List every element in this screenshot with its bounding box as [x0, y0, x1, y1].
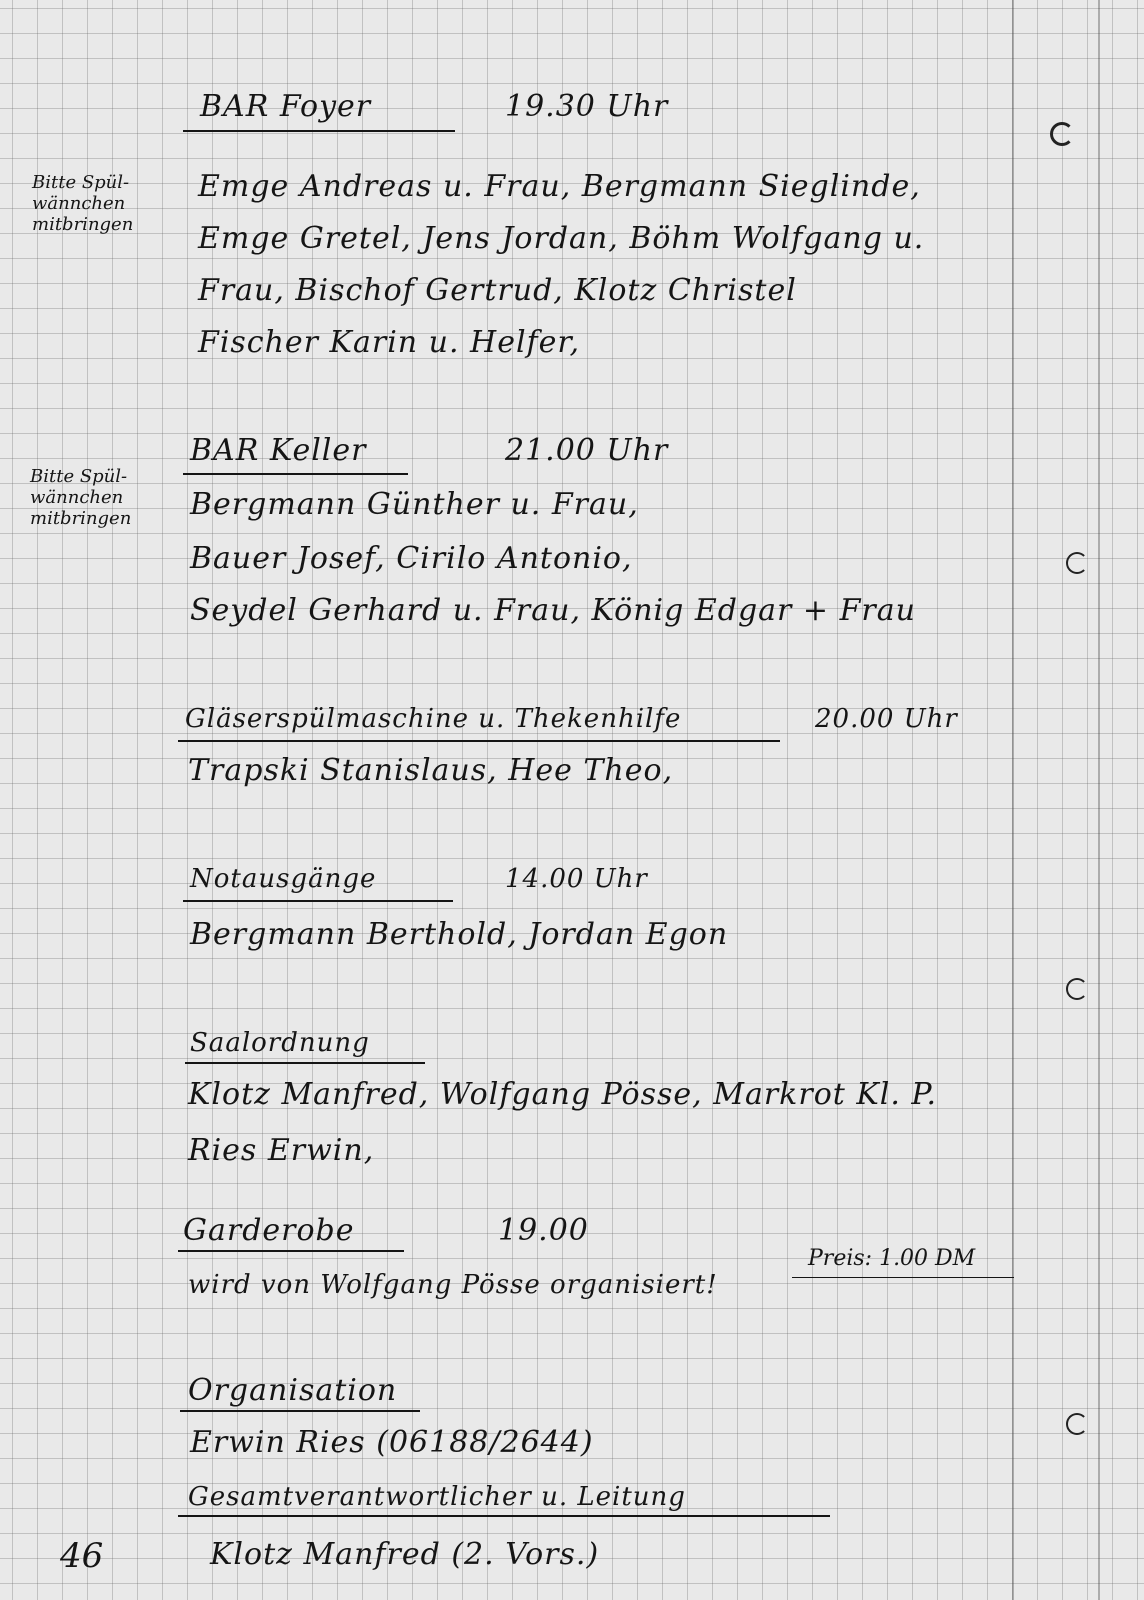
text-line: Bergmann Günther u. Frau, — [190, 487, 639, 522]
title-underline — [178, 1250, 404, 1252]
text-line: Emge Andreas u. Frau, Bergmann Sieglinde, — [198, 169, 921, 204]
title-underline — [183, 130, 455, 132]
margin-line-far-right — [1098, 0, 1100, 1600]
side-note-bar-keller: Bitte Spül- wännchen mitbringen — [30, 466, 132, 529]
subtitle-underline — [178, 1515, 830, 1517]
margin-line-right — [1012, 0, 1014, 1600]
organisation-deputy: Klotz Manfred (2. Vors.) — [210, 1537, 600, 1572]
price-underline — [792, 1277, 1014, 1278]
section-title-garderobe: Garderobe — [183, 1213, 355, 1248]
text-line: wird von Wolfgang Pösse organisiert! — [188, 1270, 718, 1300]
text-line: Emge Gretel, Jens Jordan, Böhm Wolfgang u. — [198, 221, 925, 256]
punch-hole-mark — [1066, 552, 1088, 574]
text-line: Fischer Karin u. Helfer, — [198, 325, 580, 360]
text-line: Bauer Josef, Cirilo Antonio, — [190, 541, 633, 576]
title-underline — [178, 740, 780, 742]
section-title-notausgaenge: Notausgänge — [190, 864, 377, 894]
section-title-organisation: Organisation — [188, 1373, 398, 1408]
page-number: 46 — [60, 1536, 104, 1576]
title-underline — [185, 1062, 425, 1064]
section-title-glaeserspuelmaschine: Gläserspülmaschine u. Thekenhilfe — [185, 704, 682, 734]
organisation-subtitle: Gesamtverantwortlicher u. Leitung — [188, 1482, 686, 1512]
section-time-bar-keller: 21.00 Uhr — [505, 433, 669, 468]
title-underline — [183, 900, 453, 902]
text-line: Trapski Stanislaus, Hee Theo, — [188, 753, 674, 788]
section-time-notausgaenge: 14.00 Uhr — [505, 864, 648, 894]
text-line: Bergmann Berthold, Jordan Egon — [190, 917, 729, 952]
side-note-bar-foyer: Bitte Spül- wännchen mitbringen — [32, 172, 134, 235]
text-line: Frau, Bischof Gertrud, Klotz Christel — [198, 273, 797, 308]
title-underline — [183, 473, 408, 475]
punch-hole-mark — [1050, 122, 1074, 146]
title-underline — [180, 1410, 420, 1412]
section-title-bar-foyer: BAR Foyer — [200, 89, 372, 124]
text-line: Seydel Gerhard u. Frau, König Edgar + Frau — [190, 593, 916, 628]
section-title-saalordnung: Saalordnung — [190, 1028, 370, 1058]
punch-hole-mark — [1066, 1413, 1088, 1435]
punch-hole-mark — [1066, 978, 1088, 1000]
section-time-glaeserspuelmaschine: 20.00 Uhr — [815, 704, 958, 734]
text-line: Klotz Manfred, Wolfgang Pösse, Markrot Kl. P. — [188, 1077, 938, 1112]
section-title-bar-keller: BAR Keller — [190, 433, 367, 468]
text-line: Ries Erwin, — [188, 1133, 375, 1168]
garderobe-price: Preis: 1.00 DM — [808, 1246, 976, 1271]
organisation-contact: Erwin Ries (06188/2644) — [190, 1425, 594, 1460]
section-time-garderobe: 19.00 — [498, 1213, 589, 1248]
section-time-bar-foyer: 19.30 Uhr — [505, 89, 669, 124]
